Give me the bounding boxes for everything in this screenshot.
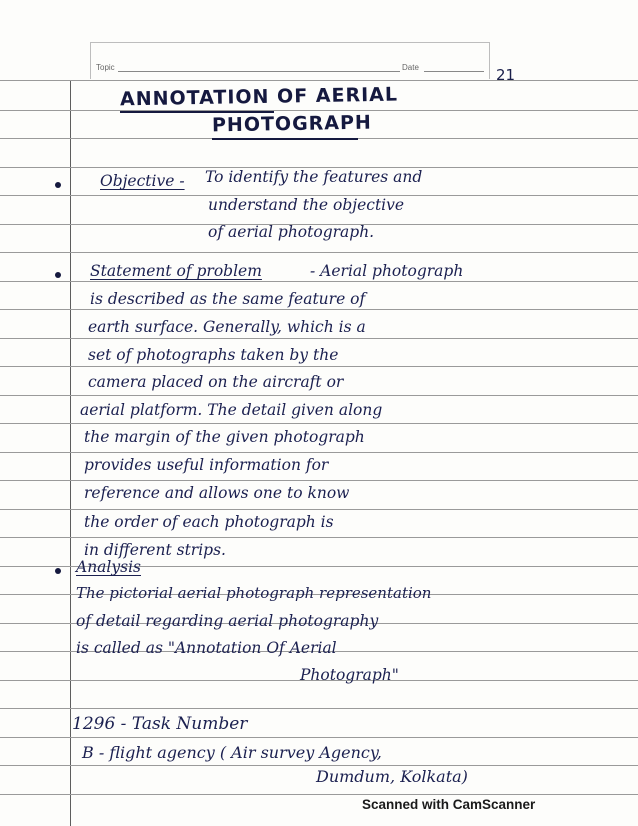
- analysis-line-4: Photograph": [300, 666, 399, 684]
- task-number-note: 1296 - Task Number: [72, 714, 248, 734]
- flight-agency-note: B - flight agency ( Air survey Agency,: [82, 743, 382, 762]
- statement-line-3: earth surface. Generally, which is a: [88, 318, 366, 336]
- statement-line-8: provides useful information for: [84, 456, 329, 474]
- camscanner-watermark: Scanned with CamScanner: [362, 797, 536, 812]
- bullet-analysis: [55, 568, 61, 574]
- statement-line-7: the margin of the given photograph: [84, 428, 365, 446]
- objective-line-3: of aerial photograph.: [208, 223, 375, 241]
- topic-rule: [118, 71, 400, 72]
- statement-line-2: is described as the same feature of: [90, 290, 366, 308]
- header-box: [90, 42, 490, 79]
- topic-label: Topic: [96, 63, 115, 72]
- objective-line-1: To identify the features and: [205, 168, 423, 186]
- statement-line-4: set of photographs taken by the: [88, 346, 339, 364]
- flight-agency-location: Dumdum, Kolkata): [316, 767, 468, 786]
- objective-line-2: understand the objective: [208, 196, 405, 214]
- title-underline-2: [212, 138, 358, 140]
- page-title-line1: ANNOTATION OF AERIAL: [119, 83, 399, 111]
- objective-label: Objective -: [100, 172, 185, 190]
- margin-line: [70, 80, 71, 826]
- title-underline-1: [120, 111, 274, 113]
- statement-line-9: reference and allows one to know: [84, 484, 350, 502]
- statement-line-10: the order of each photograph is: [84, 513, 334, 531]
- date-label: Date: [402, 63, 419, 72]
- statement-line-1: - Aerial photograph: [310, 262, 464, 280]
- statement-line-11: in different strips.: [84, 541, 226, 559]
- analysis-line-3: is called as "Annotation Of Aerial: [76, 639, 337, 657]
- bullet-statement: [55, 272, 61, 278]
- bullet-objective: [55, 182, 61, 188]
- statement-label: Statement of problem: [90, 262, 262, 280]
- page-number: 21: [496, 66, 516, 84]
- analysis-label: Analysis: [76, 558, 141, 576]
- date-rule: [424, 71, 484, 72]
- statement-line-6: aerial platform. The detail given along: [80, 401, 383, 419]
- analysis-line-2: of detail regarding aerial photography: [76, 612, 379, 630]
- statement-line-5: camera placed on the aircraft or: [88, 373, 344, 391]
- analysis-line-1: The pictorial aerial photograph representation: [76, 584, 432, 602]
- page-title-line2: PHOTOGRAPH: [211, 111, 373, 137]
